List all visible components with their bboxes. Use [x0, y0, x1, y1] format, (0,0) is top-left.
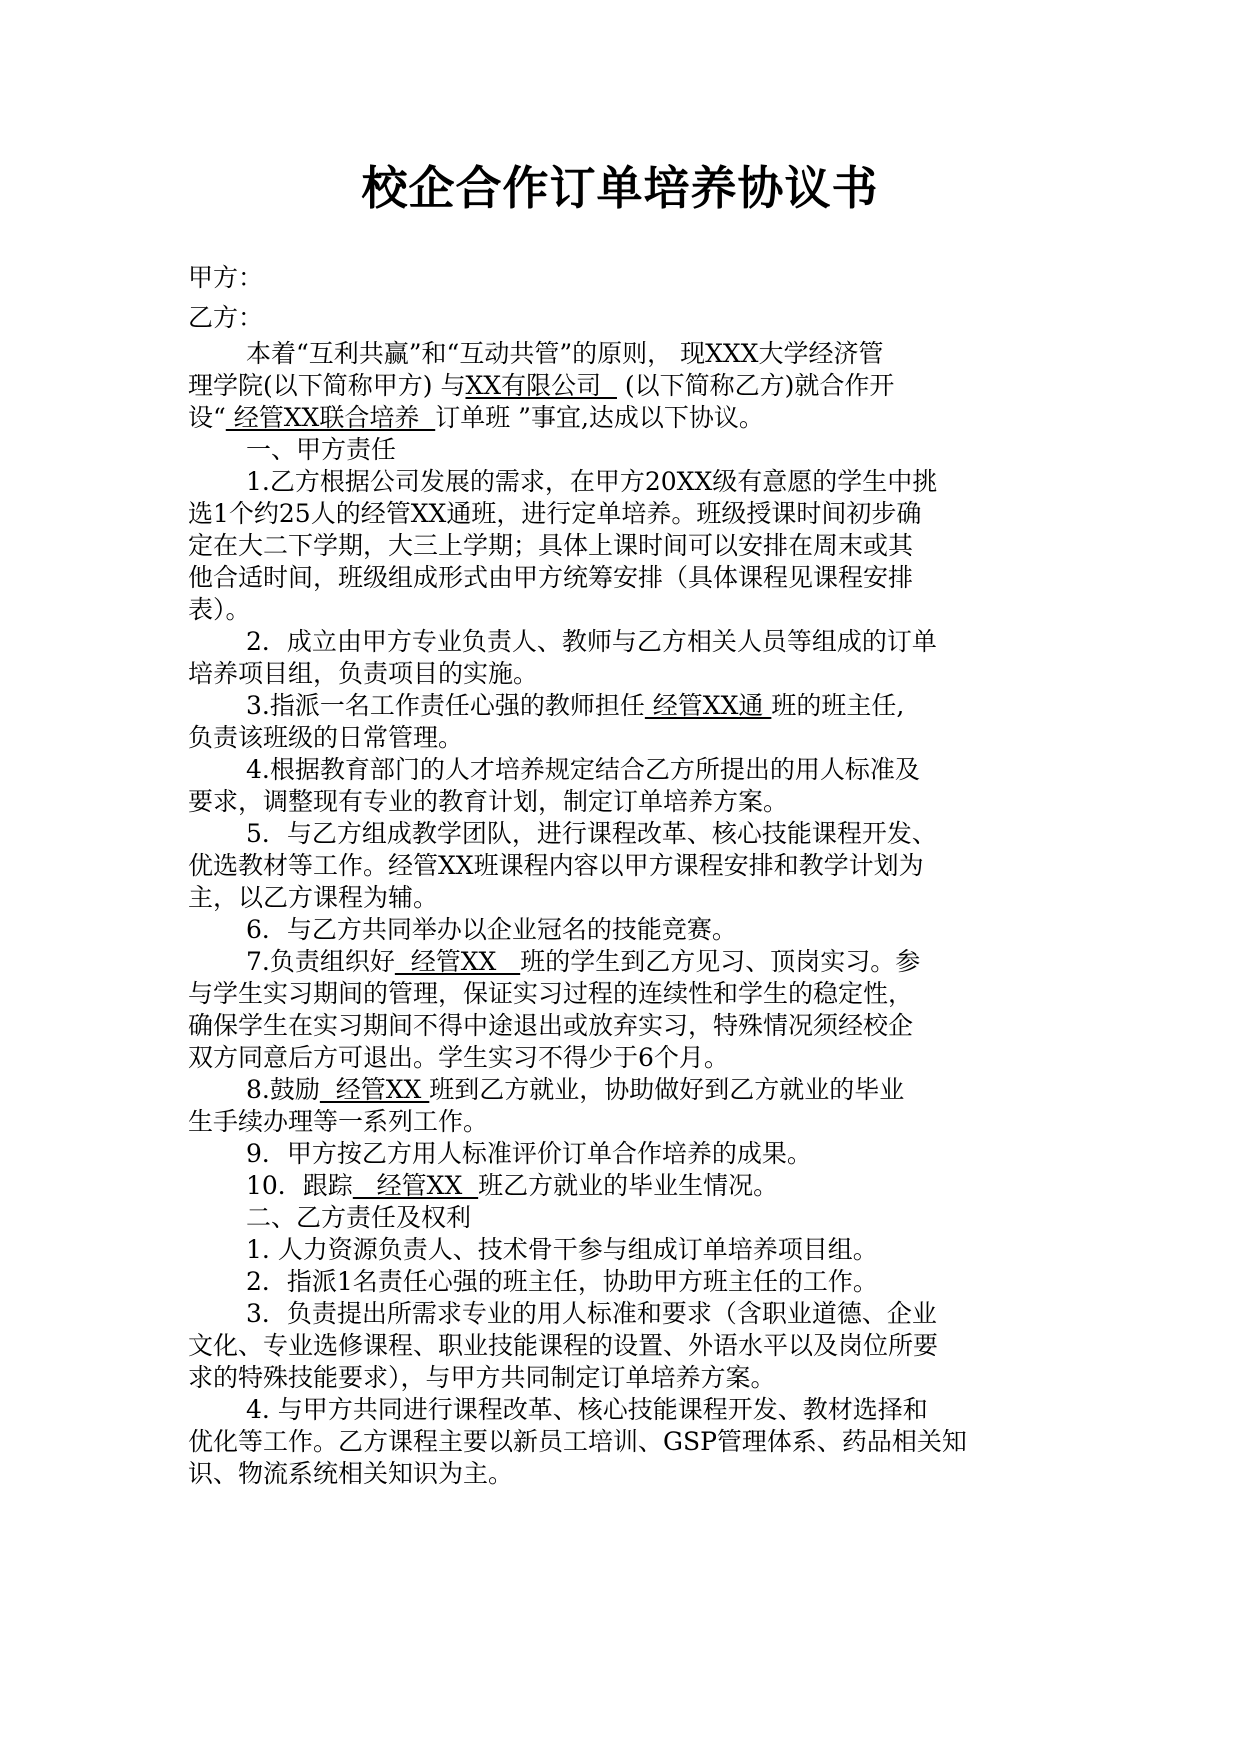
clause-2-2: 2．指派1名责任心强的班主任，协助甲方班主任的工作。	[246, 1267, 878, 1296]
clause-2-4	[188, 1394, 1050, 1490]
clause-line	[188, 690, 1050, 722]
class-name-blank: 经管XX	[394, 947, 521, 976]
clause-1-7	[188, 946, 1050, 1074]
clause-line: 4.根据教育部门的人才培养规定结合乙方所提出的用人标准及	[246, 755, 920, 784]
clause-line: 2．成立由甲方专业负责人、教师与乙方相关人员等组成的订单	[246, 627, 937, 656]
clause-1-6: 6．与乙方共同举办以企业冠名的技能竞赛。	[246, 915, 737, 944]
clause-line: 求的特殊技能要求），与甲方共同制定订单培养方案。	[188, 1363, 776, 1392]
clause-line	[188, 946, 1050, 978]
clause-1-1	[188, 466, 1050, 626]
clause-line	[188, 1074, 1050, 1106]
company-name-blank: XX有限公司	[465, 371, 617, 400]
clause-text: 7.负责组织好	[246, 947, 395, 976]
clause-line: 负责该班级的日常管理。	[188, 723, 464, 752]
clause-1-3	[188, 690, 1050, 754]
intro-text: 订单班 ”事宜,达成以下协议。	[435, 403, 764, 432]
clause-1-5	[188, 818, 1050, 914]
clause-1-9: 9．甲方按乙方用人标准评价订单合作培养的成果。	[246, 1139, 812, 1168]
clause-line: 表）。	[188, 595, 251, 624]
clause-text: 班的班主任,	[771, 691, 905, 720]
clause-line: 识、物流系统相关知识为主。	[188, 1459, 514, 1488]
intro-line-2	[188, 370, 1050, 402]
party-b-label: 乙方：	[188, 303, 264, 332]
intro-line-3	[188, 402, 1050, 434]
clause-1-4	[188, 754, 1050, 818]
clause-text: 8.鼓励	[246, 1075, 320, 1104]
clause-line: 确保学生在实习期间不得中途退出或放弃实习，特殊情况须经校企	[188, 1011, 914, 1040]
clause-line: 双方同意后方可退出。学生实习不得少于6个月。	[188, 1043, 729, 1072]
section-2-heading: 二、乙方责任及权利	[246, 1203, 472, 1232]
intro-line-1: 本着“互利共赢”和“互动共管”的原则， 现XXX大学经济管	[246, 339, 884, 368]
clause-line: 主，以乙方课程为辅。	[188, 883, 439, 912]
clause-line: 1.乙方根据公司发展的需求，在甲方20XX级有意愿的学生中挑	[246, 467, 938, 496]
clause-line: 定在大二下学期，大三上学期；具体上课时间可以安排在周末或其	[188, 531, 914, 560]
clause-text: 10．跟踪	[246, 1171, 353, 1200]
intro-text: 理学院(以下简称甲方) 与	[188, 371, 466, 400]
class-name-blank: 经管XX联合培养	[225, 403, 436, 432]
document-title: 校企合作订单培养协议书	[361, 161, 879, 215]
clause-line: 5．与乙方组成教学团队，进行课程改革、核心技能课程开发、	[246, 819, 937, 848]
class-name-blank: 经管XX通	[644, 691, 772, 720]
intro-text: 设“	[188, 403, 226, 432]
clause-line: 4. 与甲方共同进行课程改革、核心技能课程开发、教材选择和	[246, 1395, 928, 1424]
clause-text: 班乙方就业的毕业生情况。	[478, 1171, 779, 1200]
clause-1-8	[188, 1074, 1050, 1138]
section-1-heading: 一、甲方责任	[246, 435, 397, 464]
clause-line: 3．负责提出所需求专业的用人标准和要求（含职业道德、企业	[246, 1299, 937, 1328]
document-body	[188, 258, 1050, 1490]
clause-1-10	[188, 1170, 1050, 1202]
clause-2-3	[188, 1298, 1050, 1394]
class-name-blank: 经管XX	[352, 1171, 479, 1200]
clause-line: 优化等工作。乙方课程主要以新员工培训、GSP管理体系、药品相关知	[188, 1427, 967, 1456]
intro-paragraph	[188, 338, 1050, 434]
clause-text: 3.指派一名工作责任心强的教师担任	[246, 691, 645, 720]
clause-text: 班的学生到乙方见习、顶岗实习。参	[520, 947, 921, 976]
clause-line: 选1个约25人的经管XX通班，进行定单培养。班级授课时间初步确	[188, 499, 922, 528]
clause-line: 要求，调整现有专业的教育计划，制定订单培养方案。	[188, 787, 789, 816]
intro-text: (以下简称乙方)就合作开	[616, 371, 895, 400]
clause-line: 他合适时间，班级组成形式由甲方统筹安排（具体课程见课程安排	[188, 563, 914, 592]
clause-1-2	[188, 626, 1050, 690]
clause-2-1: 1. 人力资源负责人、技术骨干参与组成订单培养项目组。	[246, 1235, 878, 1264]
clause-text: 班到乙方就业，协助做好到乙方就业的毕业	[429, 1075, 905, 1104]
clause-line: 优选教材等工作。经管XX班课程内容以甲方课程安排和教学计划为	[188, 851, 924, 880]
clause-line: 与学生实习期间的管理，保证实习过程的连续性和学生的稳定性，	[188, 979, 914, 1008]
clause-line: 培养项目组，负责项目的实施。	[188, 659, 539, 688]
class-name-blank: 经管XX	[319, 1075, 430, 1104]
clause-line: 文化、专业选修课程、职业技能课程的设置、外语水平以及岗位所要	[188, 1331, 939, 1360]
clause-line: 生手续办理等一系列工作。	[188, 1107, 489, 1136]
party-a-label: 甲方：	[188, 263, 264, 292]
